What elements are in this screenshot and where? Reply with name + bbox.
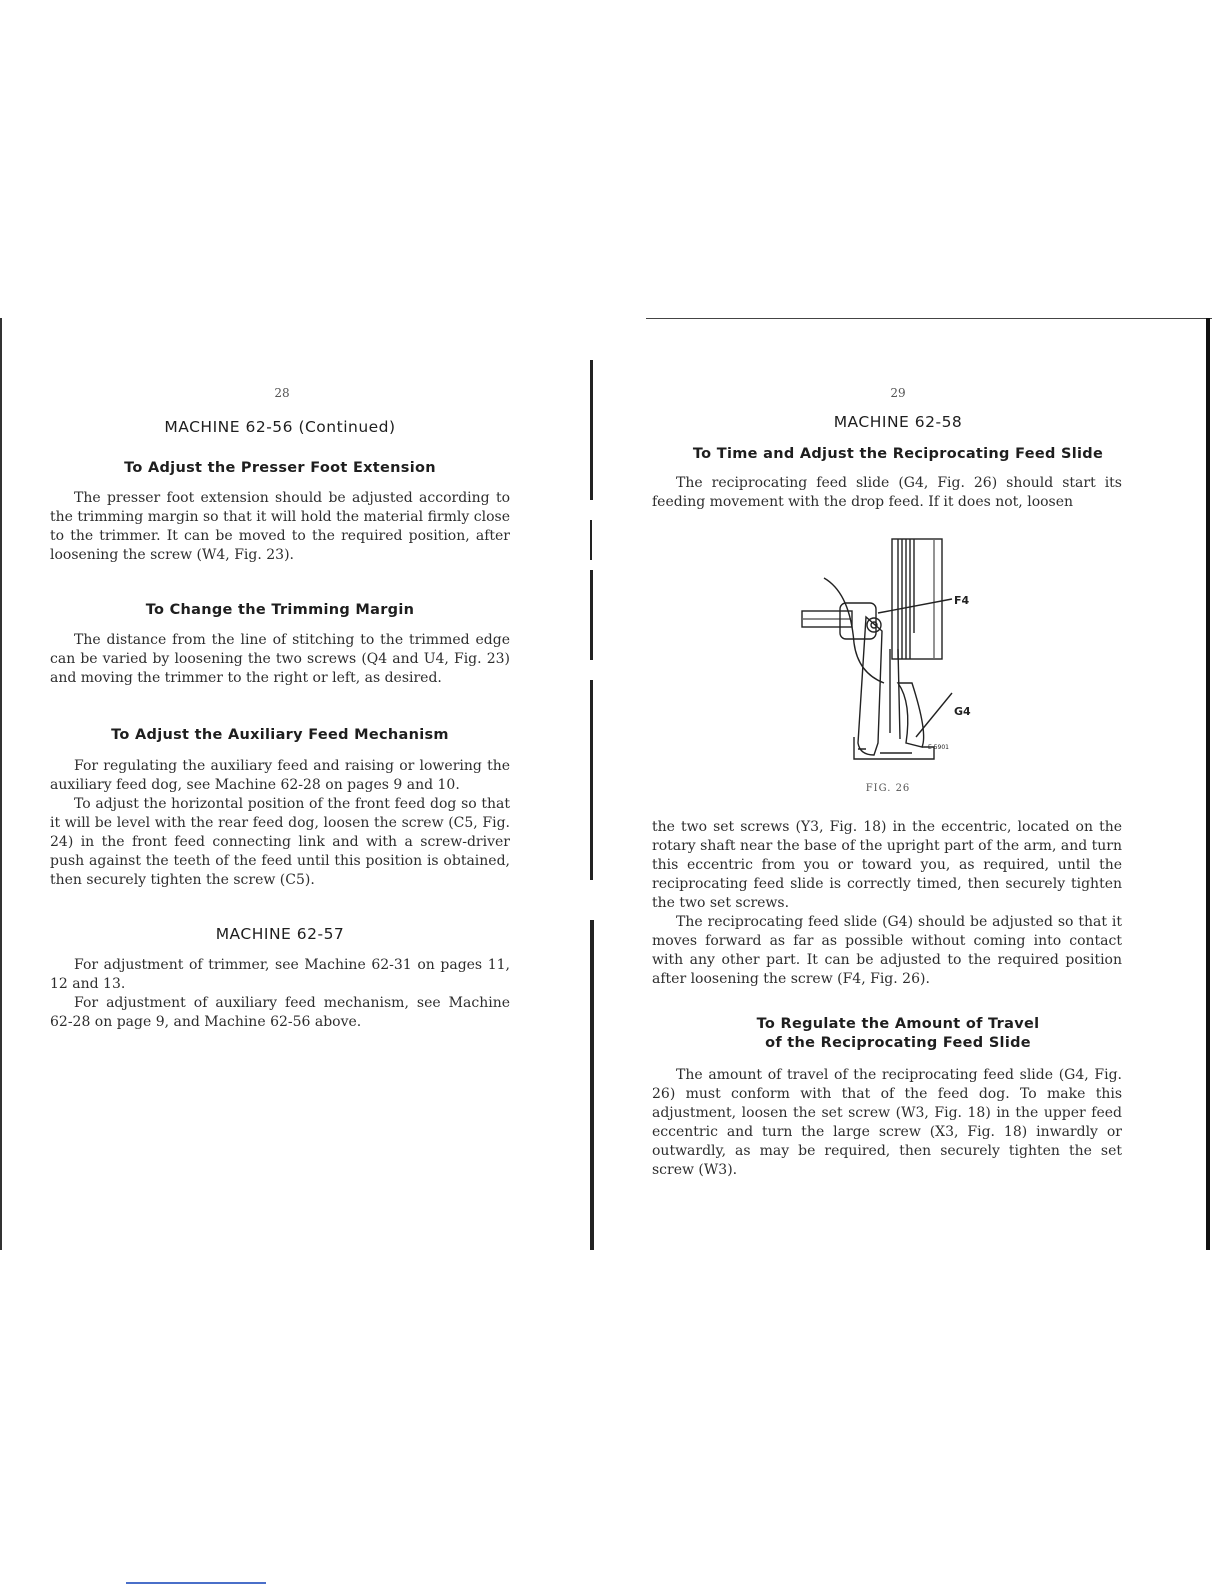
figure-label-f4: F4 (954, 594, 970, 607)
page-number: 28 (274, 386, 290, 400)
figure-label-g4: G4 (954, 705, 971, 718)
paragraph: The reciprocating feed slide (G4) should be adjusted so that it moves forward as far as possible without coming into contact with any other part. It can be adjusted to the required position after loosening the screw (F4, Fig. 26). (652, 914, 1122, 987)
left-page (0, 318, 604, 1248)
paragraph: The presser foot extension should be adjusted according to the trimming margin so that it will hold the material firmly close to the trimmer. It can be moved to the required position, after loosening the screw (W4, Fig. 23). (50, 490, 510, 563)
figure-caption: FIG. 26 (865, 783, 911, 794)
figure-code: E 5901 (928, 744, 949, 751)
right-page (604, 318, 1224, 1248)
figure-26-illustration (794, 533, 984, 773)
section-title: of the Reciprocating Feed Slide (765, 1035, 1031, 1051)
paragraph: The amount of travel of the reciprocating feed slide (G4, Fig. 26) must conform with that of the feed dog. To make this adjustment, loosen the set screw (W3, Fig. 18) in the upper feed eccentric and turn the large screw (X3, Fig. 18) inwardly or outwardly, as may be required, then securely tighten the set screw (W3). (652, 1067, 1122, 1178)
section-title: To Adjust the Presser Foot Extension (124, 460, 436, 476)
paragraph: the two set screws (Y3, Fig. 18) in the eccentric, located on the rotary shaft near the base of the upright part of the arm, and turn this eccentric from you or toward you, as required, until the reciprocating feed slide is correctly timed, then securely tighten the two set screws. (652, 819, 1122, 911)
section-title: To Adjust the Auxiliary Feed Mechanism (111, 727, 449, 743)
machine-heading: MACHINE 62-56 (Continued) (164, 418, 396, 436)
machine-heading: MACHINE 62-58 (833, 413, 963, 431)
page-number: 29 (890, 386, 906, 400)
machine-heading: MACHINE 62-57 (215, 925, 345, 943)
paragraph: To adjust the horizontal position of the front feed dog so that it will be level with the rear feed dog, loosen the screw (C5, Fig. 24) in the front feed connecting link and with a screw-driver push against the teeth of the feed until this position is obtained, then securely tighten the screw (C5). (50, 796, 510, 888)
paragraph: The reciprocating feed slide (G4, Fig. 26) should start its feeding movement with the drop feed. If it does not, loosen (652, 475, 1122, 510)
paragraph: For adjustment of auxiliary feed mechanism, see Machine 62-28 on page 9, and Machine 62-56 above. (50, 995, 510, 1030)
paragraph: The distance from the line of stitching to the trimmed edge can be varied by loosening the two screws (Q4 and U4, Fig. 23) and moving the trimmer to the right or left, as desired. (50, 632, 510, 686)
paragraph: For adjustment of trimmer, see Machine 62-31 on pages 11, 12 and 13. (50, 957, 510, 992)
section-title: To Regulate the Amount of Travel (756, 1016, 1040, 1032)
section-title: To Change the Trimming Margin (145, 602, 415, 618)
paragraph: For regulating the auxiliary feed and raising or lowering the auxiliary feed dog, see Machine 62-28 on pages 9 and 10. (50, 758, 510, 793)
section-title: To Time and Adjust the Reciprocating Feed Slide (692, 446, 1104, 462)
